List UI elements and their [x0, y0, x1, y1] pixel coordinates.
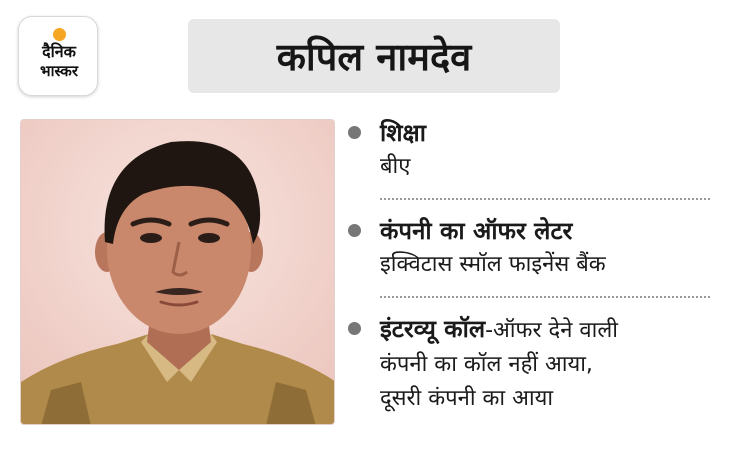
- info-label: कंपनी का ऑफर लेटर: [380, 217, 573, 245]
- info-item-interview-call: [346, 312, 714, 416]
- person-photo: [20, 119, 335, 425]
- logo-text-line2: भास्कर: [40, 62, 78, 80]
- info-text: [380, 312, 714, 348]
- info-item-offer-letter: [346, 214, 714, 282]
- bullet-icon: [348, 224, 361, 237]
- info-value-line: कंपनी का कॉल नहीं आया,: [380, 352, 593, 377]
- divider: [380, 198, 710, 200]
- info-label: इंटरव्यू कॉल: [380, 315, 486, 343]
- info-value: बीए: [380, 154, 411, 179]
- name-title-box: [188, 19, 560, 93]
- info-value: इक्विटास स्मॉल फाइनेंस बैंक: [380, 252, 606, 277]
- info-value-line: दूसरी कंपनी का आया: [380, 386, 554, 411]
- bullet-icon: [348, 322, 361, 335]
- sun-icon: [53, 28, 66, 41]
- dainik-bhaskar-logo: [18, 16, 98, 96]
- info-label: शिक्षा: [380, 119, 426, 147]
- info-value-line: -ऑफर देने वाली: [485, 318, 618, 343]
- divider: [380, 296, 710, 298]
- logo-text-line1: दैनिक: [42, 42, 76, 61]
- info-list: [346, 116, 714, 416]
- bullet-icon: [348, 126, 361, 139]
- info-item-education: [346, 116, 714, 184]
- portrait-illustration: [21, 120, 335, 425]
- page-title: कपिल नामदेव: [276, 35, 472, 79]
